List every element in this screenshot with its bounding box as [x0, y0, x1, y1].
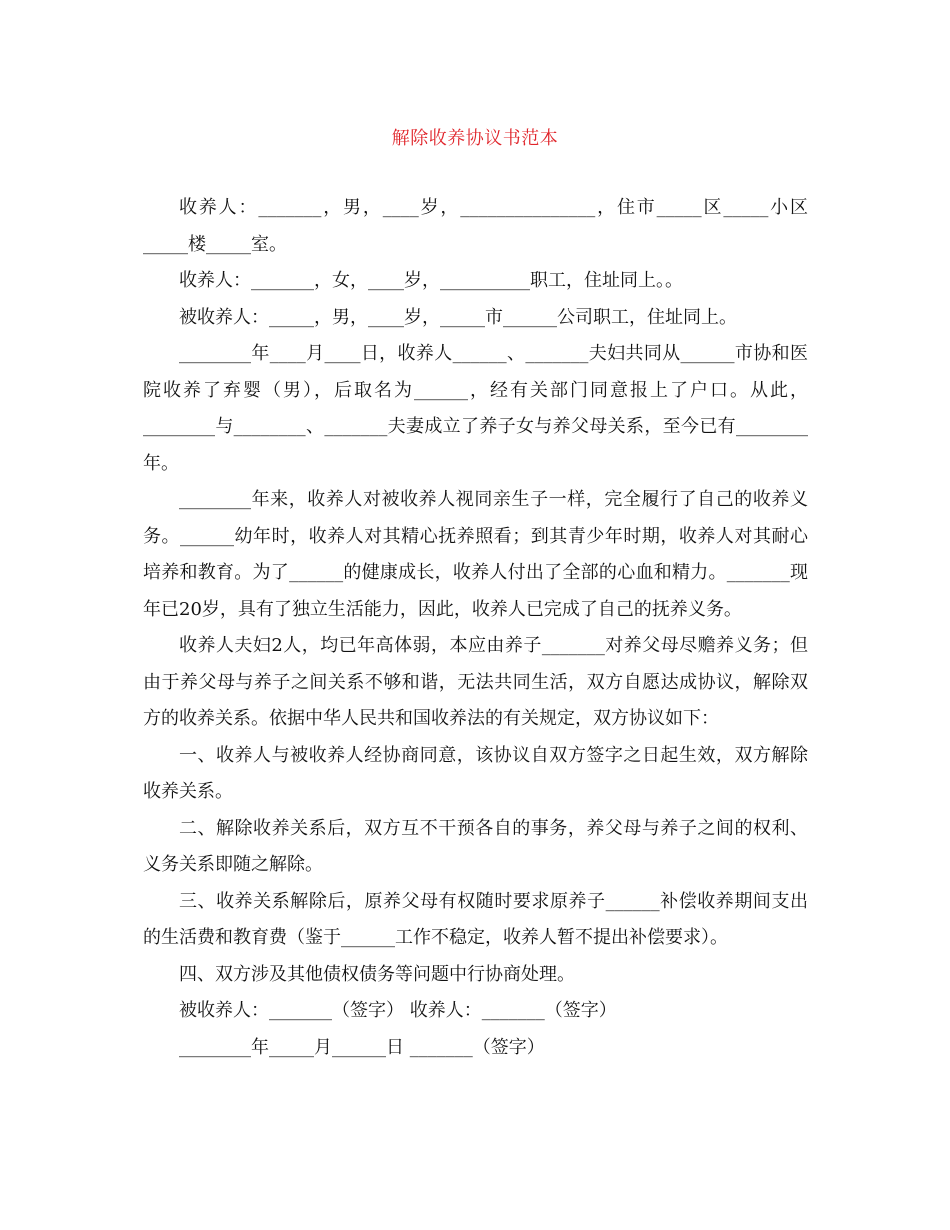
clause-1: 一、收养人与被收养人经协商同意，该协议自双方签字之日起生效，双方解除收养关系。: [143, 744, 808, 802]
paragraph-adopter-female: 收养人：_______，女，____岁，__________职工，住址同上。。: [179, 270, 683, 291]
document-title: 解除收养协议书范本: [391, 128, 559, 149]
clause-3: 三、收养关系解除后，原养父母有权随时要求原养子______补偿收养期间支出的生活费和教育费（鉴于______工作不稳定，收养人暂不提出补偿要求）。: [143, 890, 808, 948]
signature-line: 被收养人：_______（签字） 收养人：_______（签字）: [179, 1000, 617, 1021]
paragraph-reason: 收养人夫妇2人，均已年高体弱，本应由养子_______对养父母尽赡养义务；但由于养父母与养子之间关系不够和谐，无法共同生活，双方自愿达成协议，解除双方的收养关系。依据中华人民共和国收养法的有关规定，双方协议如下：: [143, 635, 808, 729]
paragraph-adopter-male: 收养人：_______，男，____岁，_______________，住市_____区_____小区_____楼_____室。: [143, 197, 808, 255]
paragraph-adoptee: 被收养人：_____，男，____岁，_____市______公司职工，住址同上。: [179, 306, 737, 328]
paragraph-upbringing: ________年来，收养人对被收养人视同亲生子一样，完全履行了自己的收养义务。______幼年时，收养人对其精心抚养照看；到其青少年时期，收养人对其耐心培养和教育。为了______的健康成长，收养人付出了全部的心血和精力。_______现年已20岁，具有了独立生活能力，因此，收养人已完成了自己的抚养义务。: [143, 489, 808, 620]
clause-2: 二、解除收养关系后，双方互不干预各自的事务，养父母与养子之间的权利、义务关系即随之解除。: [143, 817, 808, 875]
document-body: [143, 190, 808, 1066]
date-signature-line: ________年_____月______日 _______（签字）: [179, 1036, 545, 1058]
clause-4: 四、双方涉及其他债权债务等问题中行协商处理。: [179, 963, 575, 985]
paragraph-background: ________年____月____日，收养人______、_______夫妇共同从______市协和医院收养了弃婴（男），后取名为______，经有关部门同意报上了户口。从此，________与________、_______夫妻成立了养子女与养父母关系，至今已有________年。: [143, 343, 808, 474]
